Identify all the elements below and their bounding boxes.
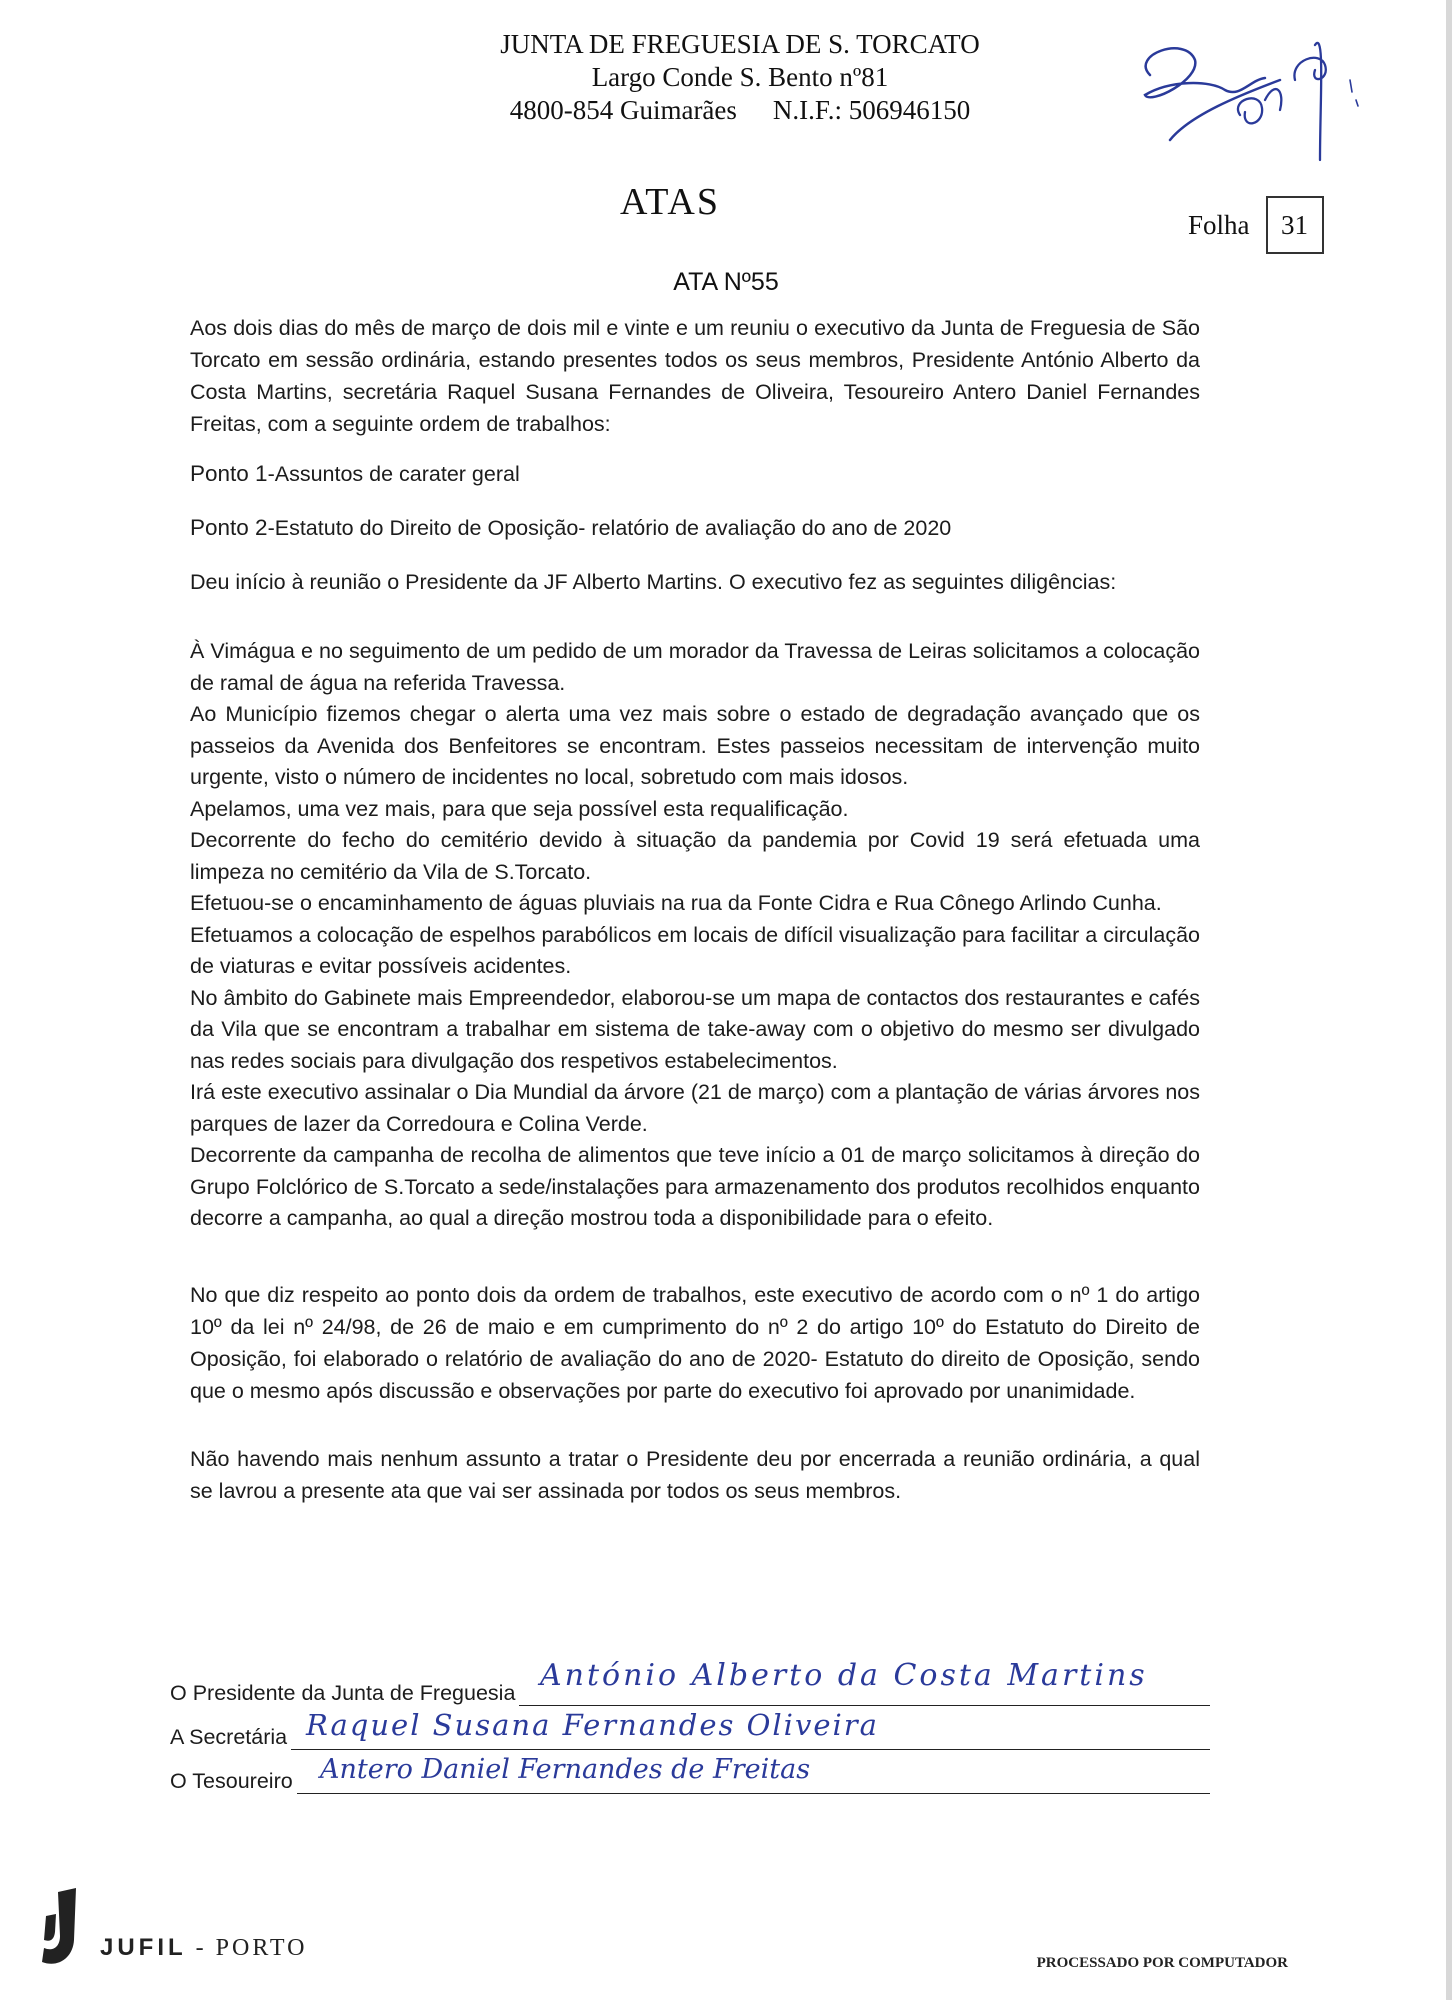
agenda-item-label: Ponto 1 [190,461,268,486]
jufil-j-icon [36,1888,86,1968]
signature-label: O Presidente da Junta de Freguesia [170,1681,516,1705]
letterhead-nif: N.I.F.: 506946150 [772,95,971,125]
letterhead-street: Largo Conde S. Bento nº81 [591,62,889,92]
brand-name: JUFIL [100,1934,187,1961]
processed-note: PROCESSADO POR COMPUTADOR [1036,1955,1288,1971]
intro-paragraph: Aos dois dias do mês de março de dois mil e vinte e um reuniu o executivo da Junta de Freguesia de São Torcato em sessão ordinária, estando presentes todos os seus membros, Presidente António Alberto da Costa Martins, secretária Raquel Susana Fernandes de Oliveira, Tesoureiro Antero Daniel Fernandes Freitas, com a seguinte ordem de trabalhos: [190,316,1200,436]
diligence-item: Ao Município fizemos chegar o alerta uma vez mais sobre o estado de degradação avançado que os passeios da Avenida dos Benfeitores se encontram. Estes passeios necessitam de intervenção muito urgente, visto o número de incidentes no local, sobretudo com mais idosos. [190,702,1200,789]
signature-row-president [170,1658,1210,1706]
signature-label: A Secretária [170,1725,288,1749]
diligences-list [190,636,1200,1235]
handwritten-signature: Antero Daniel Fernandes de Freitas [320,1754,811,1785]
diligence-item: Irá este executivo assinalar o Dia Mundial da árvore (21 de março) com a plantação de várias árvores nos parques de lazer da Corredoura e Colina Verde. [190,1080,1200,1136]
signature-block [170,1658,1210,1794]
minutes-body [190,312,1200,1507]
top-signature-flourish [1090,20,1370,180]
diligence-item: Efetuamos a colocação de espelhos parabólicos em locais de difícil visualização para facilitar a circulação de viaturas e evitar possíveis acidentes. [190,922,1200,978]
diligence-item: No âmbito do Gabinete mais Empreendedor, elaborou-se um mapa de contactos dos restaurantes e cafés da Vila que se encontram a trabalhar em sistema de take-away com o objetivo do mesmo ser divulgado nas redes sociais para divulgação dos respetivos estabelecimentos. [190,985,1200,1073]
letterhead [430,28,1050,127]
handwritten-signature: António Alberto da Costa Martins [540,1658,1148,1693]
agenda-item-label: Ponto 2 [190,515,268,540]
scan-edge [1446,0,1452,2000]
closing-paragraph: Não havendo mais nenhum assunto a tratar o Presidente deu por encerrada a reunião ordinária, a qual se lavrou a presente ata que vai ser assinada por todos os seus membros. [190,1446,1200,1503]
agenda-item-text: -Estatuto do Direito de Oposição- relatório de avaliação do ano de 2020 [267,516,952,540]
printer-logo [36,1888,307,1968]
folha-label: Folha [1188,209,1250,240]
diligence-item: Decorrente da campanha de recolha de alimentos que teve início a 01 de março solicitamos à direção do Grupo Folclórico de S.Torcato a sede/instalações para armazenamento dos produtos recolhidos enquanto decorre a campanha, ao qual a direção mostrou toda a disponibilidade para o efeito. [190,1143,1200,1230]
folha-box [1188,196,1324,254]
agenda-item-1 [190,458,1200,490]
letterhead-postal: 4800-854 Guimarães [509,95,737,125]
signature-row-treasurer [170,1750,1210,1794]
printer-brand [100,1934,307,1962]
handwritten-signature: Raquel Susana Fernandes Oliveira [306,1708,879,1742]
folha-number: 31 [1266,196,1324,254]
agenda-item-2 [190,512,1200,544]
diligence-item: Apelamos, uma vez mais, para que seja possível esta requalificação. [190,796,849,821]
signature-row-secretary [170,1706,1210,1750]
agenda-item-text: -Assuntos de carater geral [267,462,520,486]
letterhead-name: JUNTA DE FREGUESIA DE S. TORCATO [500,29,980,59]
letterhead-address-line [430,94,1050,127]
minutes-title: ATA Nº55 [673,268,779,296]
book-title: ATAS [620,181,720,223]
brand-city: - PORTO [195,1935,308,1961]
signature-label: O Tesoureiro [170,1769,293,1793]
diligence-item: Efetuou-se o encaminhamento de águas pluviais na rua da Fonte Cidra e Rua Cônego Arlindo Cunha. [190,891,1162,915]
point-two-paragraph: No que diz respeito ao ponto dois da ordem de trabalhos, este executivo de acordo com o nº 1 do artigo 10º da lei nº 24/98, de 26 de maio e em cumprimento do nº 2 do artigo 10º do Estatuto do Direito de Oposição, foi elaborado o relatório de avaliação do ano de 2020- Estatuto do direito de Oposição, sendo que o mesmo após discussão e observações por parte do executivo foi aprovado por unanimidade. [190,1282,1200,1403]
diligence-item: À Vimágua e no seguimento de um pedido de um morador da Travessa de Leiras solicitamos a colocação de ramal de água na referida Travessa. [190,639,1200,695]
opening-paragraph: Deu início à reunião o Presidente da JF Alberto Martins. O executivo fez as seguintes diligências: [190,570,1117,594]
diligence-item: Decorrente do fecho do cemitério devido à situação da pandemia por Covid 19 será efetuada uma limpeza no cemitério da Vila de S.Torcato. [190,828,1200,884]
